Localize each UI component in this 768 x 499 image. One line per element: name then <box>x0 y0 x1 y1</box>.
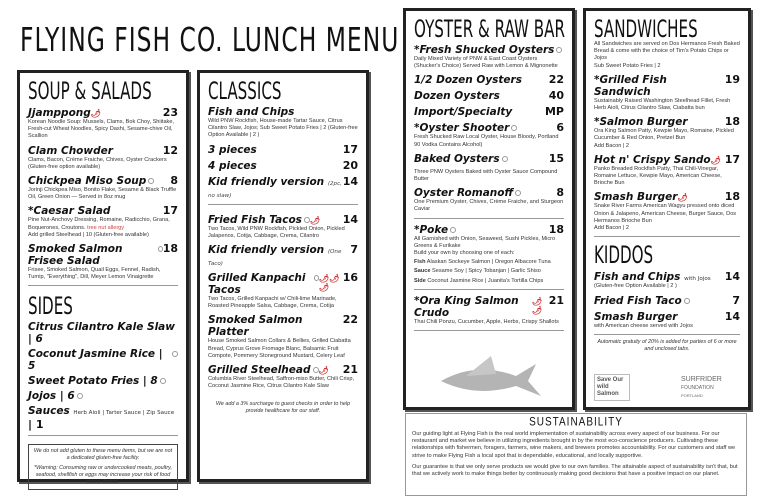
surfrider-logo: SURFRIDER FOUNDATION PORTLAND <box>681 376 722 398</box>
sandwiches-heading: SANDWICHES <box>594 15 698 43</box>
side-item: Jojos | 6 <box>28 390 178 402</box>
side-item: Sweet Potato Fries | 8 <box>28 375 178 387</box>
menu-item: *Salmon Burger 18 <box>594 115 740 129</box>
kiddos-heading: KIDDOS <box>594 241 654 269</box>
pepper-icon: 🌶🌶🌶 <box>319 274 340 293</box>
menu-item: Smoked Salmon Frisee Salad 18 <box>28 242 178 268</box>
menu-item: Smoked Salmon Platter 22 <box>208 313 358 339</box>
menu-item: Chickpea Miso Soup 8 <box>28 174 178 188</box>
menu-item: Smash Burger 🌶 18 <box>594 190 740 204</box>
gluten-free-icon <box>77 393 83 399</box>
soup-sides-panel: SOUP & SALADS Jjamppong 🌶 23 Korean Noodle Soup: Mussels, Clams, Bok Choy, Shiitake, Fresh-cut Wheat Noodles, Spicy Dashi, Sesame-chive Oil, Scallion Clam Chowder 12 Clams, Bacon, Crème Fraiche, Chives, Oyster Crackers (Gluten-free option available) Chickpea Miso Soup 8 Jorinji Chickpea Miso, Bonito Flake, Sesame & Black Truffle Oil, Green Onion — Served in 8oz mug *Caesar Salad 17 Pine Nut-Anchovy Dressing, Romaine, Radicchio, Grana, Boquerones, Croutons. tree nut allergy Add grilled Steelhead | 10 (Gluten-free available) Smoked Salmon Frisee Salad 18 Frisee, Smoked Salmon, Quail Eggs, Fennel, Radish, Turnip, "Everything", Dill, Meyer Lemon Vinaigrette SIDES Citrus Cilantro Kale Slaw | 6 Coconut Jasmine Rice | 5 Sweet Potato Fries | 8 Jojos | 6 Sauces Herb Aioli | Tarter Sauce | Zip Sauce | 1 We do not add gluten to these menu items, but we are not a dedicated gluten-free facility. *Warning: Consuming raw or undercooked meats, poultry, seafood, shellfish or eggs may increase your risk of food borne illness. <box>17 70 189 482</box>
menu-item: Fish and Chips with Jojos 14 <box>594 270 740 284</box>
pepper-icon: 🌶 <box>309 215 321 225</box>
classics-heading: CLASSICS <box>208 77 282 105</box>
gluten-free-icon <box>172 351 178 357</box>
menu-item: *Ora King Salmon Crudo 🌶🌶 21 <box>414 293 564 319</box>
pepper-icon: 🌶 <box>677 193 688 203</box>
allergy-warning: tree nut allergy <box>87 224 125 231</box>
menu-item: *Fresh Shucked Oysters <box>414 44 564 56</box>
save-wild-salmon-logo: Save Our wild Salmon <box>594 374 630 401</box>
side-item: Coconut Jasmine Rice | 5 <box>28 348 178 372</box>
gluten-free-icon <box>148 178 154 184</box>
menu-item: Baked Oysters 15 <box>414 151 564 165</box>
flying-fish-icon <box>436 356 546 401</box>
classics-panel: CLASSICS Fish and Chips Wild PNW Rockfish, House-made Tartar Sauce, Citrus Cilantro Slaw, Jojos; Sub Sweet Potato Fries | 2 (Gluten-free Option Available | 2 ) 3 pieces 17 4 pieces 20 Kid friendly version (2pc, no slaw) 14 Fried Fish Tacos 🌶 14 Two Tacos, Wild PNW Rockfish, Pickled Onion, Pickled Jalapenos, Cotija, Cabbage, Crema, Cilantro Kid friendly version (One Taco) 7 Grilled Kanpachi Tacos 🌶🌶🌶 16 Two Tacos, Grilled Kanpachi w/ Chili-lime Marinade, Roasted Pineapple Salsa, Cabbage, Crema, Cotija Smoked Salmon Platter 22 House Smoked Salmon Collars & Bellies, Grilled Ciabatta Bread, Cyprus Grove Fromage Blanc, Balsamic Fruit Compote, Pommery Stoneground Mustard, Celery Leaf Grilled Steelhead 🌶 21 Columbia River Steelhead, Saffron-miso Butter, Chili Crisp, Coconut Jasmine Rice, Citrus Cilantro Kale Slaw We add a 3% surcharge to guest checks in order to help provide healthcare for our staff. <box>197 70 369 482</box>
notes-box: We do not add gluten to these menu items, but we are not a dedicated gluten-free facility. *Warning: Consuming raw or undercooked meats, poultry, seafood, shellfish or eggs may increase your risk of food borne illness. <box>28 444 178 490</box>
menu-item: Fish and Chips <box>208 106 295 118</box>
menu-item: *Oyster Shooter 6 <box>414 121 564 135</box>
menu-item: Fried Fish Taco 7 <box>594 293 740 307</box>
menu-item: Oyster Romanoff 8 <box>414 186 564 200</box>
sandwiches-panel: SANDWICHES All Sandwiches are served on Dos Hermanos Fresh Baked Bread & come with the choice of Tim's Potato Chips or Jojos Sub Sweet Potato Fries | 2 *Grilled Fish Sandwich 19 Sustainably Raised Washington Steelhead Fillet, Fresh Herb Aioli, Citrus Cilantro Slaw, Ciabatta bun *Salmon Burger 18 Ora King Salmon Patty, Kewpie Mayo, Romaine, Pickled Cucumber & Red Onion, Pretzel Bun Add Bacon | 2 Hot n' Crispy Sando 🌶 17 Panko Breaded Rockfish Patty, Thai Chili-Vinegar, Romaine Lettuce, Kewpie Mayo, American Cheese, Brioche Bun Smash Burger 🌶 18 Snake River Farms American Wagyu pressed onto diced Onion & Jalapeno, American Cheese, Burger Sauce, Dos Hermanos Brioche Bun Add Bacon | 2 KIDDOS Fish and Chips with Jojos 14 (Gluten-free Option Available | 2 ) Fried Fish Taco 7 Smash Burger 14 with American cheese served with Jojos Automatic gratuity of 20% is added for parties of 6 or more and unclosed tabs. Save Our wild Salmon SURFRIDER FOUNDATION PORTLAND <box>583 8 751 410</box>
gluten-free-icon <box>160 378 166 384</box>
menu-item: Clam Chowder 12 <box>28 143 178 157</box>
pepper-icon: 🌶 <box>710 155 721 165</box>
menu-item: Jjamppong 🌶 23 <box>28 106 178 119</box>
menu-item: Hot n' Crispy Sando 🌶 17 <box>594 152 740 166</box>
side-item: Citrus Cilantro Kale Slaw | 6 <box>28 321 175 346</box>
sustainability-panel: SUSTAINABILITY Our guiding light at Flying Fish is the real world implementation of sustainability across every aspect of our business. For our restaurant and market we believe in utilizing ingredients brought in by the most eco-conscience producers. Cultivating these relationships with fishermen, foragers, farmers, wine makers, and brewers promotes accountability. For our customers and staff we strive to make Flying Fish a local spot that is dependable, educational, and locally supportive. Our guarantee is that we only serve products we would give to our own families. The attainable aspect of sustainability isn't that, but that we actively work to make things better by continuously making good decisions that have a positive impact on our planet. <box>405 413 747 496</box>
menu-item: *Caesar Salad 17 <box>28 204 178 218</box>
menu-item: *Poke 18 <box>414 222 564 236</box>
pepper-icon: 🌶 <box>318 366 329 376</box>
menu-item: Fried Fish Tacos 🌶 14 <box>208 212 358 226</box>
sustainability-heading: SUSTAINABILITY <box>529 415 623 430</box>
sides-heading: SIDES <box>28 292 73 321</box>
menu-item: *Grilled Fish Sandwich 19 <box>594 72 740 98</box>
sauces-item: Sauces Herb Aioli | Tarter Sauce | Zip Sauce | 1 <box>28 405 175 431</box>
menu-item: Smash Burger 14 <box>594 309 740 323</box>
oyster-heading: OYSTER & RAW BAR <box>414 15 565 43</box>
oyster-panel: OYSTER & RAW BAR *Fresh Shucked Oysters Daily Mixed Variety of PNW & East Coast Oysters (Shucker's Choice) Served Raw with Lemon & Mignonette 1/2 Dozen Oysters 22 Dozen Oysters 40 Import/Specialty MP *Oyster Shooter 6 Fresh Shucked Raw Local Oyster, House Bloody, Portland 90 Vodka Contains Alcohol) Baked Oysters 15 Three PNW Oysters Baked with Oyster Sauce Compound Butter Oyster Romanoff 8 One Premium Oyster, Chives, Crème Fraiche, and Sturgeon Caviar *Poke 18 All Garnished with Onion, Seaweed, Sushi Pickles, Micro Greens & Furikake Build your own by choosing one of each: Fish Alaskan Sockeye Salmon | Oregon Albacore Tuna Sauce Sesame Soy | Spicy Tobanjan | Garlic Shiso Side Coconut Jasmine Rice | Juanita's Tortilla Chips *Ora King Salmon Crudo 🌶🌶 21 Thai Chili Ponzu, Cucumber, Apple, Herbs, Crispy Shallots <box>403 8 575 410</box>
pepper-icon: 🌶🌶 <box>531 296 543 315</box>
menu-item: Grilled Steelhead 🌶 21 <box>208 363 358 377</box>
menu-item: Grilled Kanpachi Tacos 🌶🌶🌶 16 <box>208 271 358 297</box>
page-title: FLYING FISH CO. LUNCH MENU <box>20 22 400 60</box>
pepper-icon: 🌶 <box>90 109 101 118</box>
soup-heading: SOUP & SALADS <box>28 77 152 105</box>
